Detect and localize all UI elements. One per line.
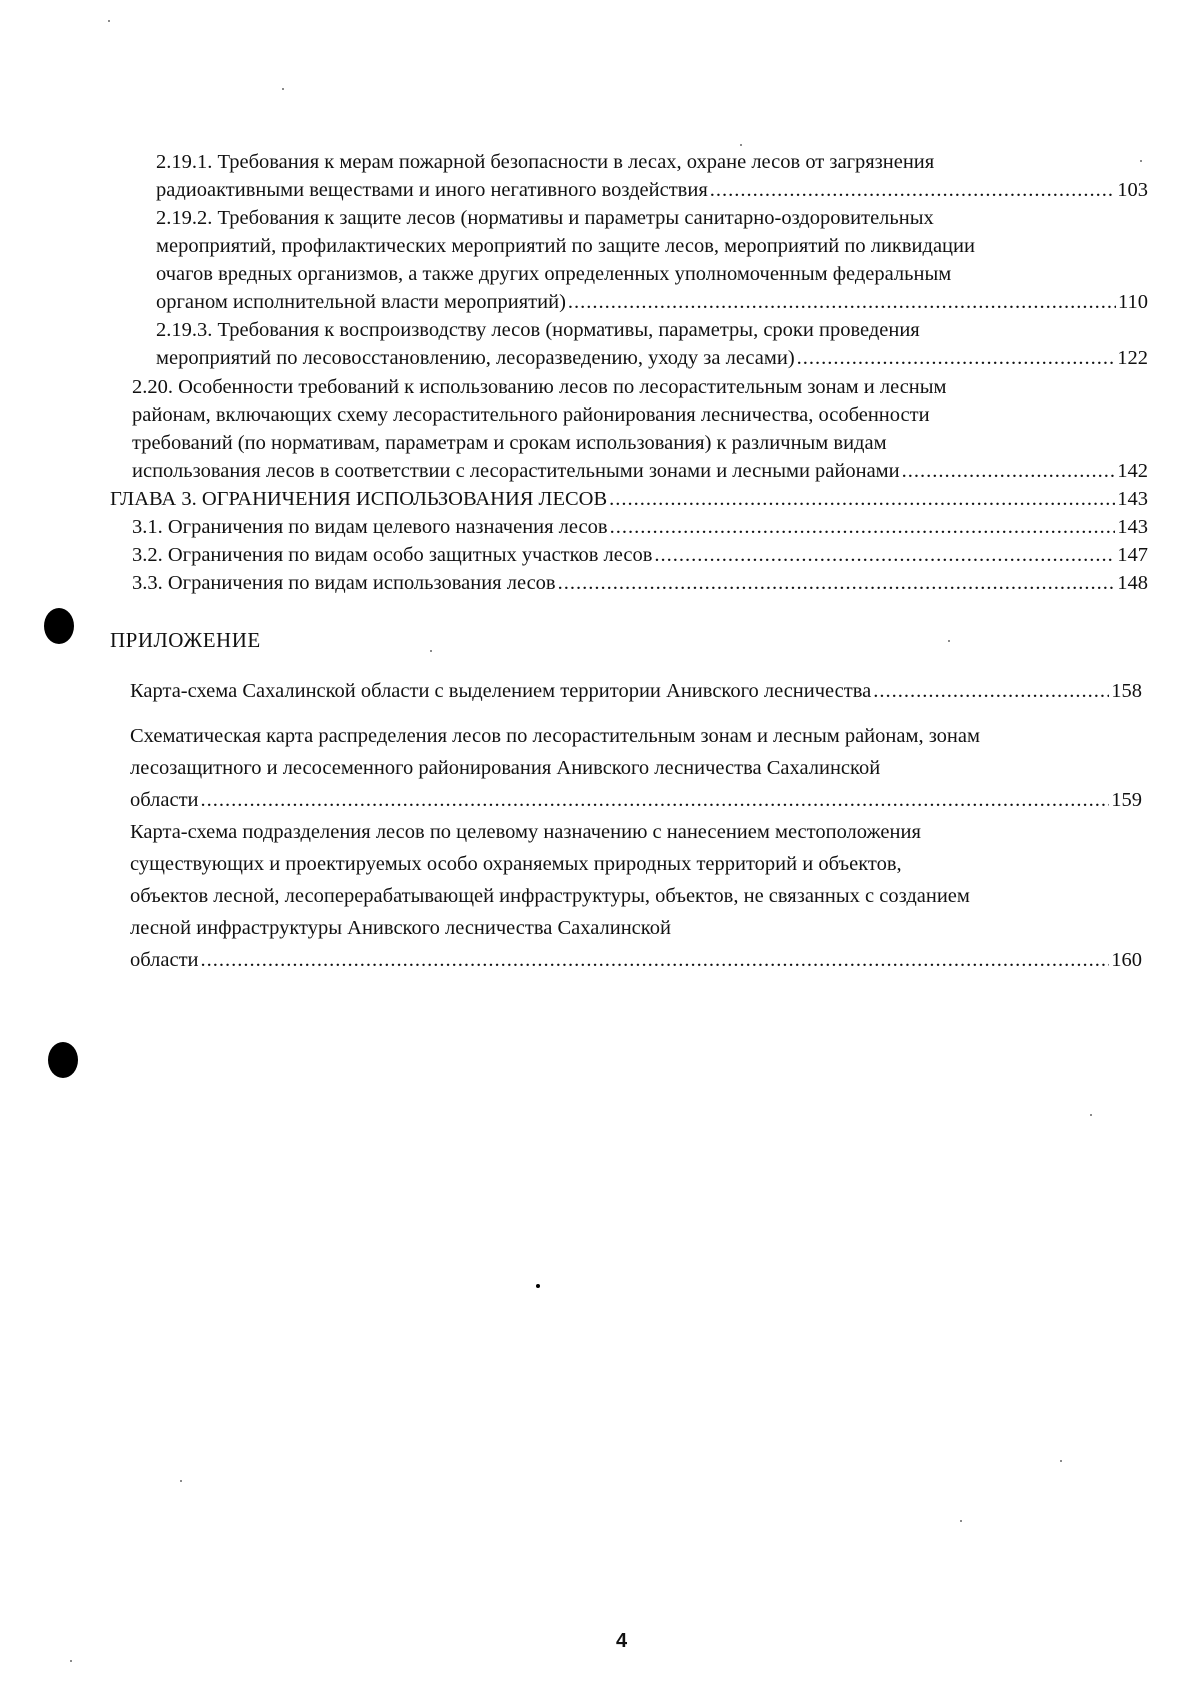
toc-entry-3-2 [132, 541, 1148, 569]
dot-leader [873, 677, 1109, 705]
toc-entry-2-20-last-line [132, 457, 1148, 485]
scan-speck [108, 20, 110, 22]
toc-entry-text: органом исполнительной власти мероприятий) [156, 291, 566, 313]
toc-entry-2-19-1-line: 2.19.1. Требования к мерам пожарной безопасности в лесах, охране лесов от загрязнения [156, 151, 935, 173]
dot-leader [654, 541, 1115, 569]
scan-speck [70, 1660, 72, 1662]
appendix-entry-2-line: Схематическая карта распределения лесов по лесорастительным зонам и лесным районам, зонам [130, 725, 980, 747]
toc-page-number: 143 [1117, 516, 1148, 538]
toc-entry-text: 3.3. Ограничения по видам использования лесов [132, 572, 556, 594]
dot-leader [201, 946, 1110, 974]
toc-page-number: 103 [1117, 179, 1148, 201]
toc-chapter-3 [110, 485, 1148, 513]
toc-entry-2-19-2-line: мероприятий, профилактических мероприятий по защите лесов, мероприятий по ликвидации [156, 235, 975, 257]
toc-page-number: 143 [1117, 488, 1148, 510]
toc-page-number: 147 [1117, 544, 1148, 566]
toc-entry-2-20-line: районам, включающих схему лесорастительного районирования лесничества, особенности [132, 404, 930, 426]
appendix-entry-1 [130, 677, 1142, 705]
appendix-entry-2-last-line [130, 786, 1142, 814]
appendix-entry-3-line: существующих и проектируемых особо охраняемых природных территорий и объектов, [130, 853, 902, 875]
toc-entry-text: области [130, 789, 199, 811]
toc-entry-2-19-2-line: очагов вредных организмов, а также других определенных уполномоченным федеральным [156, 263, 952, 285]
scan-speck [180, 1480, 182, 1482]
toc-entry-text: Карта-схема Сахалинской области с выделением территории Анивского лесничества [130, 680, 872, 702]
toc-entry-text: мероприятий по лесовосстановлению, лесоразведению, уходу за лесами) [156, 347, 795, 369]
toc-entry-text: ГЛАВА 3. ОГРАНИЧЕНИЯ ИСПОЛЬЗОВАНИЯ ЛЕСОВ [110, 488, 608, 510]
toc-page-number: 160 [1111, 949, 1142, 971]
toc-entry-2-19-2-last-line [156, 288, 1148, 316]
scan-speck [740, 144, 742, 146]
toc-entry-text: радиоактивными веществами и иного негативного воздействия [156, 179, 708, 201]
scan-speck [430, 650, 432, 652]
toc-entry-2-20-line: 2.20. Особенности требований к использованию лесов по лесорастительным зонам и лесным [132, 376, 947, 398]
toc-page-number: 158 [1111, 680, 1142, 702]
dot-leader [201, 786, 1110, 814]
toc-entry-3-3 [132, 569, 1148, 597]
toc-entry-3-1 [132, 513, 1148, 541]
scan-speck [536, 1284, 540, 1288]
toc-page-number: 110 [1118, 291, 1148, 313]
punch-hole-top [44, 608, 74, 644]
dot-leader [568, 288, 1116, 316]
dot-leader [610, 513, 1116, 541]
appendix-entry-2-line: лесозащитного и лесосеменного районирования Анивского лесничества Сахалинской [130, 757, 881, 779]
toc-entry-text: 3.1. Ограничения по видам целевого назначения лесов [132, 516, 608, 538]
toc-page-number: 159 [1111, 789, 1142, 811]
appendix-entry-3-line: Карта-схема подразделения лесов по целевому назначению с нанесением местоположения [130, 821, 921, 843]
appendix-title: ПРИЛОЖЕНИЕ [110, 628, 261, 652]
dot-leader [710, 176, 1115, 204]
toc-entry-text: области [130, 949, 199, 971]
toc-entry-text: использования лесов в соответствии с лесорастительными зонами и лесными районами [132, 460, 900, 482]
scan-speck [1090, 1114, 1092, 1116]
scan-speck [1140, 160, 1142, 162]
appendix-entry-3-last-line [130, 946, 1142, 974]
toc-entry-text: 3.2. Ограничения по видам особо защитных участков лесов [132, 544, 653, 566]
toc-page-number: 142 [1117, 460, 1148, 482]
dot-leader [797, 344, 1116, 372]
toc-entry-2-19-2-line: 2.19.2. Требования к защите лесов (нормативы и параметры санитарно-оздоровительных [156, 207, 934, 229]
page-number: 4 [616, 1630, 628, 1652]
scan-speck [282, 88, 284, 90]
scan-speck [948, 640, 950, 642]
dot-leader [902, 457, 1116, 485]
appendix-entry-3-line: лесной инфраструктуры Анивского лесничества Сахалинской [130, 917, 671, 939]
toc-entry-2-19-1-last-line [156, 176, 1148, 204]
toc-entry-2-19-3-line: 2.19.3. Требования к воспроизводству лесов (нормативы, параметры, сроки проведения [156, 319, 920, 341]
toc-entry-2-19-3-last-line [156, 344, 1148, 372]
toc-page-number: 148 [1117, 572, 1148, 594]
toc-page-number: 122 [1117, 347, 1148, 369]
punch-hole-bottom [48, 1042, 78, 1078]
scan-speck [1060, 1460, 1062, 1462]
appendix-entry-3-line: объектов лесной, лесоперерабатывающей инфраструктуры, объектов, не связанных с созданием [130, 885, 970, 907]
toc-entry-2-20-line: требований (по нормативам, параметрам и срокам использования) к различным видам [132, 432, 887, 454]
scan-speck [960, 1520, 962, 1522]
dot-leader [609, 485, 1115, 513]
dot-leader [558, 569, 1116, 597]
